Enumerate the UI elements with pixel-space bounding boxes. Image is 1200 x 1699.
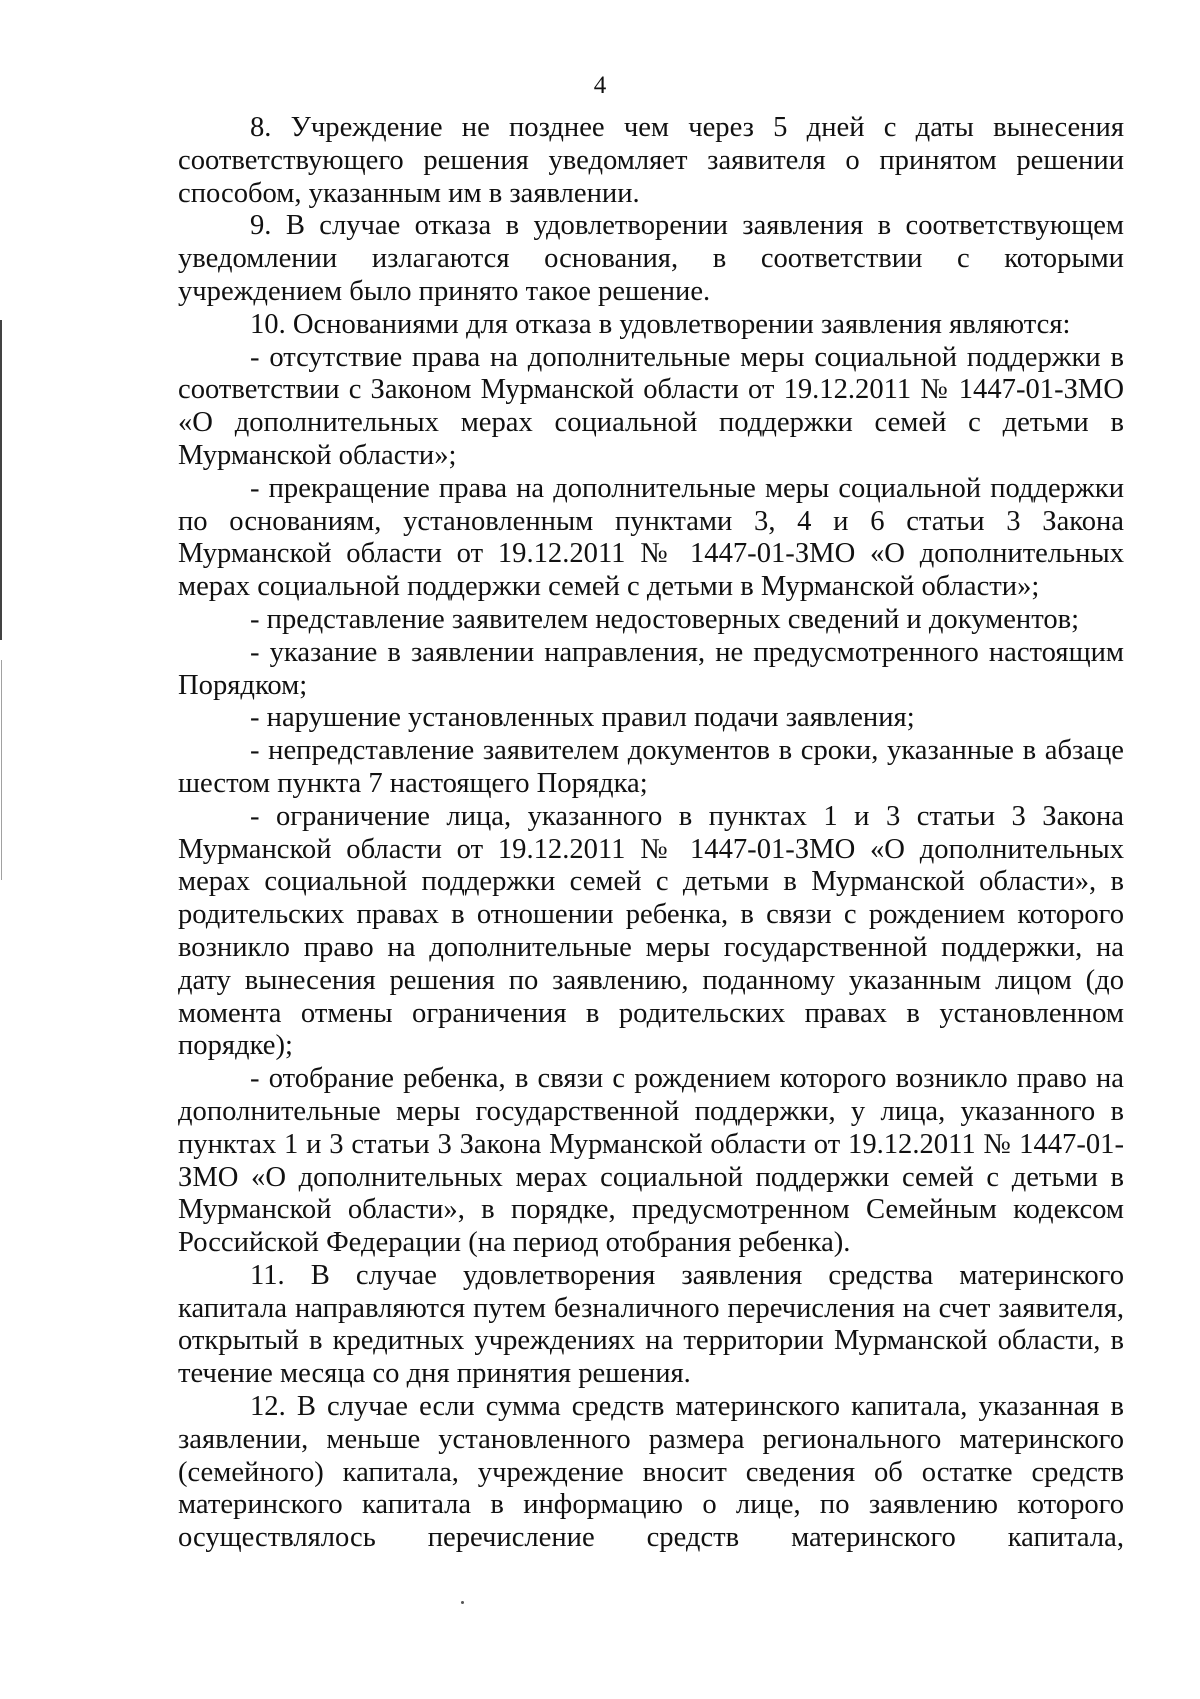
paragraph-11: 11. В случае удовлетворения заявления средства материнского капитала направляются путем безналичного перечисления на счет заявителя, открытый в кредитных учреждениях на территории Мурманской области, в течение месяца со дня принятия решения.	[178, 1259, 1124, 1390]
refusal-ground-missing-documents: - непредставление заявителем документов в сроки, указанные в абзаце шестом пункта 7 настоящего Порядка;	[178, 735, 1124, 799]
scan-edge-mark-secondary	[1, 660, 2, 880]
scan-dot-mark	[461, 1601, 464, 1604]
refusal-ground-wrong-direction: - указание в заявлении направления, не предусмотренного настоящим Порядком;	[178, 636, 1124, 701]
refusal-ground-rule-violation: - нарушение установленных правил подачи заявления;	[250, 702, 915, 734]
paragraph-10: 10. Основаниями для отказа в удовлетворении заявления являются:	[250, 308, 1071, 340]
refusal-ground-no-right: - отсутствие права на дополнительные меры социальной поддержки в соответствии с Законом Мурманской области от 19.12.2011 № 1447-01-ЗМО «О дополнительных мерах социальной поддержки семей с детьми в Мурманской области»;	[178, 341, 1124, 471]
refusal-ground-limitation-of-rights: - ограничение лица, указанного в пунктах 1 и 3 статьи 3 Закона Мурманской области от 19.12.2011 № 1447-01-ЗМО «О дополнительных мерах социальной поддержки семей с детьми в Мурманской области», в родительских правах в отношении ребенка, в связи с рождением которого возникло право на дополнительные меры государственной поддержки, на дату вынесения решения по заявлению, поданному указанным лицом (до момента отмены ограничения в родительских правах в установленном порядке);	[178, 800, 1124, 1062]
document-body	[178, 112, 1124, 1555]
scan-edge-mark	[0, 320, 2, 640]
refusal-ground-false-information: - представление заявителем недостоверных сведений и документов;	[250, 603, 1080, 635]
paragraph-8: 8. Учреждение не позднее чем через 5 дней с даты вынесения соответствующего решения уведомляет заявителя о принятом решении способом, указанным им в заявлении.	[178, 112, 1124, 209]
refusal-ground-child-removal: - отобрание ребенка, в связи с рождением которого возникло право на дополнительные меры государственной поддержки, у лица, указанного в пунктах 1 и 3 статьи 3 Закона Мурманской области от 19.12.2011 № 1447-01-ЗМО «О дополнительных мерах социальной поддержки семей с детьми в Мурманской области», в порядке, предусмотренном Семейным кодексом Российской Федерации (на период отобрания ребенка).	[178, 1063, 1124, 1259]
refusal-ground-termination: - прекращение права на дополнительные меры социальной поддержки по основаниям, установленным пунктами 3, 4 и 6 статьи 3 Закона Мурманской области от 19.12.2011 № 1447-01-ЗМО «О дополнительных мерах социальной поддержки семей с детьми в Мурманской области»;	[178, 472, 1124, 603]
page-number: 4	[593, 72, 607, 99]
paragraph-12: 12. В случае если сумма средств материнского капитала, указанная в заявлении, меньше установленного размера регионального материнского (семейного) капитала, учреждение вносит сведения об остатке средств материнского капитала в информацию о лице, по заявлению которого осуществлялось перечисление средств материнского капитала,	[178, 1391, 1124, 1554]
paragraph-9: 9. В случае отказа в удовлетворении заявления в соответствующем уведомлении излагаются основания, в соответствии с которыми учреждением было принято такое решение.	[178, 210, 1124, 307]
